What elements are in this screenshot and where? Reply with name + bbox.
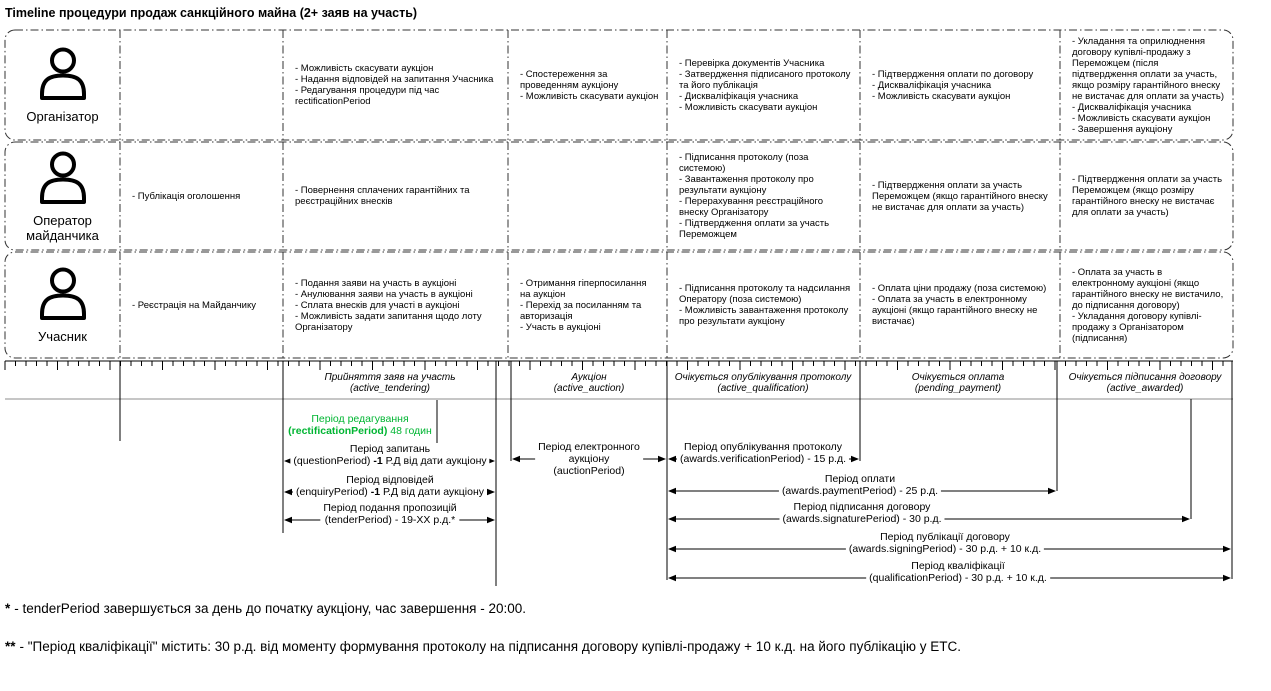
actor-label: Організатор bbox=[26, 109, 99, 124]
phase-name: Аукціон bbox=[571, 372, 607, 383]
diagram-title: Timeline процедури продаж санкційного майна (2+ заяв на участь) bbox=[5, 6, 418, 20]
actor-participant bbox=[5, 252, 120, 358]
actor-label: Учасник bbox=[38, 329, 87, 344]
cell-operator-awarded: - Підтвердження оплати за участь Переможцем (якщо розміру гарантійного внеску не вистачає для оплати за участь) bbox=[1072, 174, 1223, 218]
phase-name: Очікується підписання договору bbox=[1068, 372, 1222, 383]
person-icon bbox=[35, 150, 91, 208]
cell-participant-tendering: - Подання заяви на участь в аукціоні - Анулювання заяви на участь в аукціоні - Сплата внесків для участі в аукціоні - Можливість задати запитання щодо лоту Організатору bbox=[295, 277, 482, 333]
footnote-qualification-period: ** - "Період кваліфікації" містить: 30 р.д. від моменту формування протоколу на підписання договору купівлі-продажу + 10 к.д. на його публікацію у ЕТС. bbox=[5, 639, 962, 654]
period-question: Період запитань (questionPeriod) -1 Р.Д від дати аукціону bbox=[290, 443, 489, 467]
cell-operator-payment: - Підтвердження оплати за участь Переможцем (якщо гарантійного внеску не вистачає для оплати за участь) bbox=[872, 179, 1048, 213]
period-auction: Період електронного аукціону (auctionPeriod) bbox=[535, 441, 643, 477]
period-rectification: Період редагування (rectificationPeriod) 48 годин bbox=[285, 413, 435, 437]
phase-code: (active_awarded) bbox=[1106, 383, 1184, 394]
actor-operator bbox=[5, 142, 120, 250]
phase-code: (active_auction) bbox=[553, 383, 625, 394]
cell-participant-preparation: - Реєстрація на Майданчику bbox=[132, 299, 256, 311]
cell-organizer-awarded: - Укладання та оприлюднення договору купівлі-продажу з Переможцем (після підтвердження оплати за участь, якщо розміру гарантійного внеску не вистачає для оплати за участь) - Дискваліфікація учасника - Можливість скасувати аукціон - Завершення аукціону bbox=[1072, 35, 1224, 135]
period-signature: Період підписання договору (awards.signaturePeriod) - 30 р.д. bbox=[779, 501, 944, 525]
actor-label: Оператор майданчика bbox=[26, 212, 99, 243]
cell-participant-auction: - Отримання гіперпосилання на аукціон - Перехід за посиланням та авторизація - Участь в аукціоні bbox=[520, 277, 647, 333]
person-icon bbox=[35, 46, 91, 104]
period-tender: Період подання пропозицій (tenderPeriod) - 19-XX р.д.* bbox=[320, 502, 459, 526]
cell-participant-payment: - Оплата ціни продажу (поза системою) - Оплата за участь в електронному аукціоні (якщо гарантійного внеску не вистачає) bbox=[872, 283, 1047, 327]
cell-operator-tendering: - Повернення сплачених гарантійних та реєстраційних внесків bbox=[295, 185, 470, 207]
footnote-marker: * bbox=[5, 601, 11, 616]
cell-organizer-payment: - Підтвердження оплати по договору - Дискваліфікація учасника - Можливість скасувати аукціон bbox=[872, 68, 1034, 102]
cell-operator-qualification: - Підписання протоколу (поза системою) - Завантаження протоколу про результати аукціону - Перерахування реєстраційного внеску Організатору - Підтвердження оплати за участь Переможцем bbox=[679, 152, 830, 240]
phase-active-tendering bbox=[280, 372, 500, 394]
cell-organizer-auction: - Спостереження за проведенням аукціону - Можливість скасувати аукціон bbox=[520, 68, 659, 102]
person-icon bbox=[35, 266, 91, 324]
cell-participant-awarded: - Оплата за участь в електронному аукціоні (якщо гарантійного внеску не вистачило, до підписання договору) - Укладання договору купівлі-продажу з Організатором (підписання) bbox=[1072, 266, 1224, 344]
phase-code: (active_tendering) bbox=[349, 383, 431, 394]
period-qualification: Період кваліфікації (qualificationPeriod) - 30 р.д. + 10 к.д. bbox=[866, 560, 1050, 584]
phase-active-qualification bbox=[653, 372, 873, 394]
cell-participant-qualification: - Підписання протоколу та надсилання Оператору (поза системою) - Можливість завантаження протоколу про результати аукціону bbox=[679, 283, 851, 327]
phase-code: (pending_payment) bbox=[914, 383, 1002, 394]
cell-organizer-qualification: - Перевірка документів Учасника - Затвердження підписаного протоколу та його публікація - Дискваліфікація учасника - Можливість скасувати аукціон bbox=[679, 57, 851, 113]
phase-name: Очікується оплата bbox=[911, 372, 1005, 383]
footnote-tender-period: * - tenderPeriod завершується за день до початку аукціону, час завершення - 20:00. bbox=[5, 601, 526, 616]
footnote-marker: ** bbox=[5, 639, 16, 654]
period-enquiry: Період відповідей (enquiryPeriod) -1 Р.Д від дати аукціону bbox=[293, 474, 487, 498]
period-verification: Період опублікування протоколу (awards.verificationPeriod) - 15 р.д. bbox=[677, 441, 849, 465]
phase-code: (active_qualification) bbox=[717, 383, 809, 394]
cell-organizer-tendering: - Можливість скасувати аукціон - Надання відповідей на запитання Учасника - Редагування процедури під час rectificationPeriod bbox=[295, 63, 494, 107]
period-signing: Період публікації договору (awards.signingPeriod) - 30 р.д. + 10 к.д. bbox=[846, 531, 1044, 555]
cell-operator-preparation: - Публікація оголошення bbox=[132, 190, 241, 202]
actor-organizer bbox=[5, 30, 120, 140]
phase-active-awarded bbox=[1035, 372, 1255, 394]
period-payment: Період оплати (awards.paymentPeriod) - 25 р.д. bbox=[779, 473, 941, 497]
phase-name: Очікується опублікування протоколу bbox=[674, 372, 852, 383]
phase-name: Прийняття заяв на участь bbox=[324, 372, 456, 383]
